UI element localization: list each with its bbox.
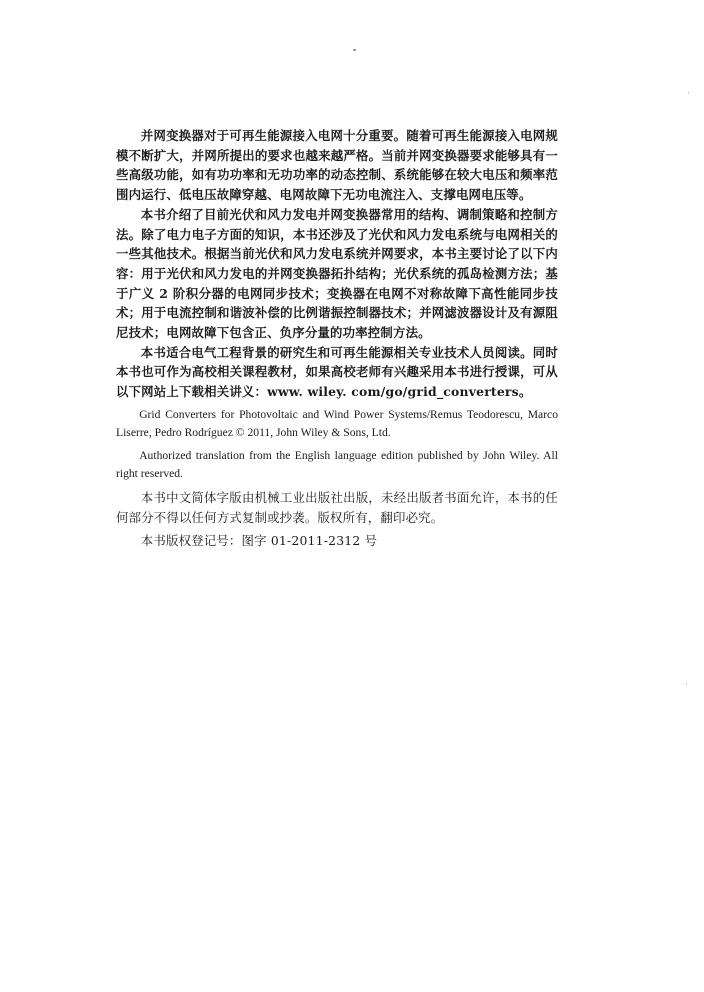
english-citation: Grid Converters for Photovoltaic and Wind Power Systems/Remus Teodorescu, Marco Liserre, Pedro Rodríguez © 2011, John Wiley & Sons, Ltd. xyxy=(116,407,558,440)
page-body xyxy=(116,126,558,551)
copyright-notice: 本书中文简体字版由机械工业出版社出版，未经出版者书面允许，本书的任何部分不得以任何方式复制或抄袭。版权所有，翻印必究。 xyxy=(116,489,558,525)
content-paragraph: 本书介绍了目前光伏和风力发电并网变换器常用的结构、调制策略和控制方法。除了电力电子方面的知识，本书还涉及了光伏和风力发电系统与电网相关的一些其他技术。根据当前光伏和风力发电系统并网要求，本书主要讨论了以下内容：用于光伏和风力发电的并网变换器拓扑结构；光伏系统的孤岛检测方法；基于广义 2 阶积分器的电网同步技术；变换器在电网不对称故障下高性能同步技术；用于电流控制和谐波补偿的比例谐振控制器技术；并网滤波器设计及有源阻尼技术；电网故障下包含正、负序分量的功率控制方法。 xyxy=(116,206,558,341)
scan-speck xyxy=(353,49,356,51)
registration-number: 本书版权登记号：图字 01-2011-2312 号 xyxy=(140,533,378,549)
scan-speck xyxy=(686,683,687,684)
intro-paragraph: 并网变换器对于可再生能源接入电网十分重要。随着可再生能源接入电网规模不断扩大，并网所提出的要求也越来越严格。当前并网变换器要求能够具有一些高级功能，如有功功率和无功功率的动态控制、系统能够在较大电压和频率范围内运行、低电压故障穿越、电网故障下无功电流注入、支撑电网电压等。 xyxy=(116,128,558,203)
audience-paragraph: 本书适合电气工程背景的研究生和可再生能源相关专业技术人员阅读。同时本书也可作为高校相关课程教材，如果高校老师有兴趣采用本书进行授课，可从以下网站上下载相关讲义：www. wiley. com/go/grid_converters。 xyxy=(116,344,558,400)
scan-speck xyxy=(688,92,689,93)
english-authorization: Authorized translation from the English language edition published by John Wiley. All right reserved. xyxy=(116,448,558,481)
